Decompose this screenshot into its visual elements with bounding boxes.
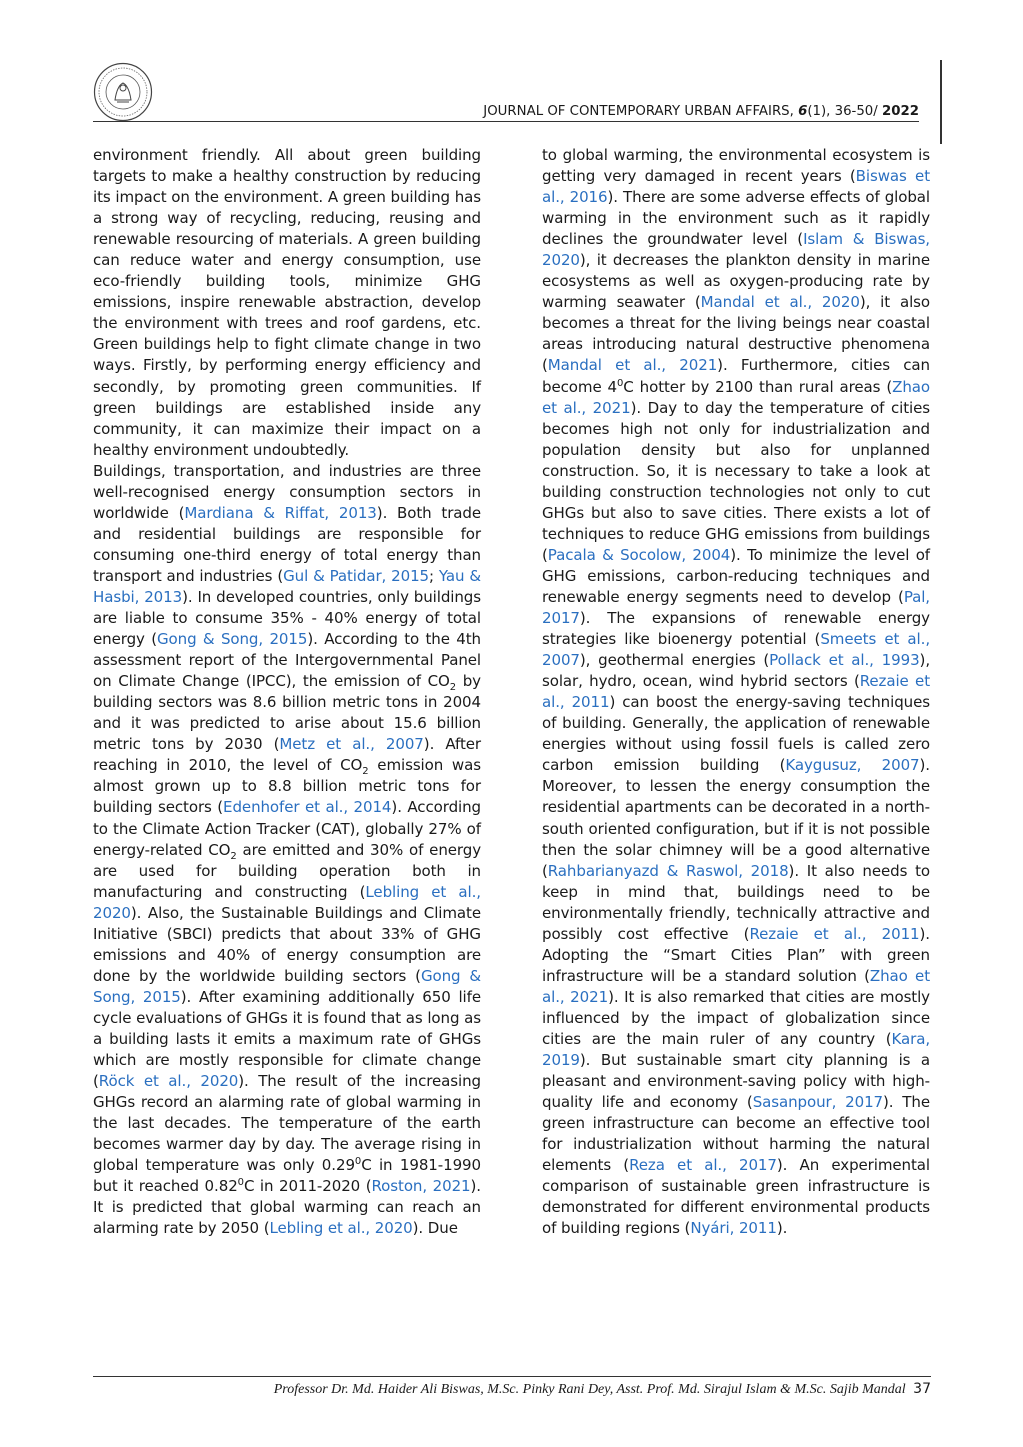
- citation-link[interactable]: Rezaie et al., 2011: [749, 924, 920, 943]
- body-text: Buildings, transportation, and industries are three well-recognised energy consumption sectors in worldwide (: [93, 461, 481, 522]
- citation-link[interactable]: Mandal et al., 2020: [700, 293, 860, 312]
- body-text: ). To minimize the level of GHG emissions, carbon-reducing techniques and renewable energy segments need to develop (: [542, 545, 931, 606]
- citation-link[interactable]: Gul & Patidar, 2015: [283, 566, 430, 585]
- body-text: ). Adopting the “Smart Cities Plan” with green infrastructure will be a standard solution (: [542, 924, 930, 985]
- citation-link[interactable]: Kaygusuz, 2007: [785, 756, 920, 775]
- body-text: ). After reaching in 2010, the level of CO: [93, 735, 482, 775]
- body-text: ). It is predicted that global warming can reach an alarming rate by 2050 (: [93, 1177, 481, 1238]
- superscript: 0: [237, 1177, 244, 1189]
- citation-link[interactable]: Pacala & Socolow, 2004: [547, 545, 731, 564]
- body-text: ), it also becomes a threat for the living beings near coastal areas introducing natural destructive phenomena (: [542, 293, 930, 375]
- citation-link[interactable]: Edenhofer et al., 2014: [223, 798, 392, 817]
- citation-link[interactable]: Yau & Hasbi, 2013: [93, 566, 481, 606]
- body-text: ). Day to day the temperature of cities becomes high not only for industrialization and population density but also for unplanned construction. So, it is necessary to take a look at building construction technologies not only to cut GHGs but also to save cities. There exists a lot of techniques to reduce GHG emissions from buildings (: [542, 398, 930, 564]
- citation-link[interactable]: Rahbarianyazd & Raswol, 2018: [547, 861, 789, 880]
- body-text: ). The green infrastructure can become an effective tool for industrialization without harming the natural elements (: [542, 1093, 930, 1175]
- body-text: ;: [429, 566, 439, 585]
- body-text: C in 2011-2020 (: [243, 1177, 372, 1196]
- body-text: C in 1981-1990 but it reached 0.82: [93, 1156, 481, 1196]
- body-text: ). According to the Climate Action Tracker (CAT), globally 27% of energy-related CO: [93, 798, 482, 859]
- citation-link[interactable]: Smeets et al., 2007: [542, 630, 930, 670]
- footer-rule: [93, 1376, 931, 1377]
- subscript: 2: [362, 766, 369, 778]
- body-text: ). It also needs to keep in mind that, buildings need to be environmentally friendly, technically attractive and possibly cost effective (: [542, 861, 930, 943]
- page-number: 37: [913, 1381, 931, 1397]
- citation-link[interactable]: Lebling et al., 2020: [93, 882, 481, 922]
- citation-link[interactable]: Pal, 2017: [542, 587, 930, 628]
- paragraph-green-building: environment friendly. All about green building targets to make a healthy construction by reducing its impact on the environment. A green building has a strong way of recycling, reducing, reusing and renewable resourcing of materials. A green building can reduce water and energy consumption, use eco-friendly building tools, minimize GHG emissions, inspire renewable abstraction, develop the environment with trees and roof gardens, etc. Green buildings help to fight climate change in two ways. Firstly, by performing energy efficiency and secondly, by promoting green communities. If green buildings are established inside any community, it can maximize their impact on a healthy environment undoubtedly.: [93, 146, 481, 459]
- journal-volume: 6: [798, 104, 808, 119]
- citation-link[interactable]: Nyári, 2011: [690, 1219, 777, 1238]
- citation-link[interactable]: Zhao et al., 2021: [542, 966, 931, 1006]
- citation-link[interactable]: Mardiana & Riffat, 2013: [184, 503, 377, 522]
- body-text: to global warming, the environmental ecosystem is getting very damaged in recent years (: [542, 146, 930, 186]
- body-text: ). Furthermore, cities can become 4: [542, 356, 930, 396]
- journal-issue-pages: (1), 36-50/: [807, 104, 882, 119]
- body-text: ). The result of the increasing GHGs record an alarming rate of global warming in the last decades. The temperature of the earth becomes warmer day by day. The average rising in global temperature was only 0.29: [93, 1072, 481, 1175]
- subscript: 2: [449, 682, 457, 694]
- citation-link[interactable]: Roston, 2021: [371, 1177, 471, 1196]
- body-text: ). In developed countries, only buildings are liable to consume 35% - 40% energy of total energy (: [93, 587, 481, 649]
- citation-link[interactable]: Pollack et al., 1993: [769, 651, 920, 670]
- body-text: C hotter by 2100 than rural areas (: [623, 377, 893, 396]
- body-text: by building sectors was 8.6 billion metric tons in 2004 and it was predicted to arise about 15.6 billion metric tons by 2030 (: [93, 672, 481, 754]
- right-column: [542, 145, 930, 1239]
- body-text: ), solar, hydro, ocean, wind hybrid sectors (: [542, 651, 931, 691]
- citation-link[interactable]: Metz et al., 2007: [279, 735, 424, 754]
- body-text: ). Due: [412, 1219, 458, 1238]
- body-text: ). After examining additionally 650 life cycle evaluations of GHGs it is found that as long as a building lasts it emits a maximum rate of GHGs which are mostly responsible for climate change (: [93, 987, 481, 1091]
- citation-link[interactable]: Sasanpour, 2017: [752, 1093, 884, 1112]
- body-text: emission was almost grown up to 8.8 billion metric tons for building sectors (: [93, 756, 481, 817]
- body-text: are emitted and 30% of energy are used for building operation both in manufacturing and constructing (: [93, 840, 482, 901]
- citation-link[interactable]: Zhao et al., 2021: [542, 377, 930, 417]
- body-text: ), it decreases the plankton density in marine ecosystems as well as oxygen-producing rate by warming seawater (: [542, 251, 930, 312]
- body-text: ) can boost the energy-saving techniques of building. Generally, the application of renewable energies without using fossil fuels is called zero carbon emission building (: [542, 693, 930, 775]
- citation-link[interactable]: Gong & Song, 2015: [93, 966, 482, 1006]
- paragraph-global-warming: [542, 145, 930, 1239]
- body-text: ). Both trade and residential buildings are responsible for consuming one-third energy of total energy than transport and industries (: [93, 503, 482, 585]
- journal-seal-logo: [93, 62, 153, 122]
- author-line: Professor Dr. Md. Haider Ali Biswas, M.Sc. Pinky Rani Dey, Asst. Prof. Md. Sirajul Islam & M.Sc. Sajib Mandal: [273, 1382, 906, 1397]
- citation-link[interactable]: Gong & Song, 2015: [156, 630, 308, 649]
- body-text: ). The expansions of renewable energy strategies like bioenergy potential (: [542, 609, 930, 649]
- journal-header: [483, 104, 919, 119]
- journal-name: JOURNAL OF CONTEMPORARY URBAN AFFAIRS,: [483, 104, 799, 119]
- citation-link[interactable]: Kara, 2019: [542, 1029, 930, 1070]
- body-text: ).: [776, 1219, 788, 1238]
- citation-link[interactable]: Lebling et al., 2020: [269, 1219, 413, 1238]
- subscript: 2: [230, 850, 237, 862]
- body-text: ). An experimental comparison of sustainable green infrastructure is demonstrated for different environmental products of building regions (: [542, 1156, 930, 1238]
- body-text: ). It is also remarked that cities are mostly influenced by the impact of globalization since cities are the main ruler of any country (: [542, 987, 930, 1048]
- body-text: ), geothermal energies (: [579, 651, 770, 670]
- page-footer: [274, 1381, 931, 1398]
- body-text: ). Also, the Sustainable Buildings and Climate Initiative (SBCI) predicts that about 33% of GHG emissions and 40% of energy consumption are done by the worldwide building sectors (: [93, 903, 481, 985]
- body-text: ). But sustainable smart city planning is a pleasant and environment-saving policy with high-quality life and economy (: [542, 1051, 930, 1112]
- superscript: 0: [354, 1156, 362, 1168]
- paragraph-energy-sectors: [93, 461, 481, 1240]
- citation-link[interactable]: Reza et al., 2017: [629, 1156, 777, 1175]
- citation-link[interactable]: Rezaie et al., 2011: [542, 672, 930, 712]
- citation-link[interactable]: Biswas et al., 2016: [542, 167, 930, 207]
- citation-link[interactable]: Röck et al., 2020: [98, 1072, 239, 1091]
- body-text: ). Moreover, to lessen the energy consumption the residential apartments can be decorated in a north-south oriented configuration, but if it is not possible then the solar chimney will be a good alternative (: [542, 756, 930, 880]
- header-vertical-bar: [940, 60, 942, 144]
- body-text: ). According to the 4th assessment report of the Intergovernmental Panel on Climate Change (IPCC), the emission of CO: [93, 630, 481, 691]
- left-column: [93, 145, 481, 1239]
- superscript: 0: [617, 377, 624, 389]
- citation-link[interactable]: Islam & Biswas, 2020: [542, 230, 930, 270]
- citation-link[interactable]: Mandal et al., 2021: [547, 356, 718, 375]
- body-text: ). There are some adverse effects of global warming in the environment such as it rapidly declines the groundwater level (: [542, 188, 930, 249]
- header-rule: [93, 121, 919, 122]
- journal-year: 2022: [881, 104, 919, 119]
